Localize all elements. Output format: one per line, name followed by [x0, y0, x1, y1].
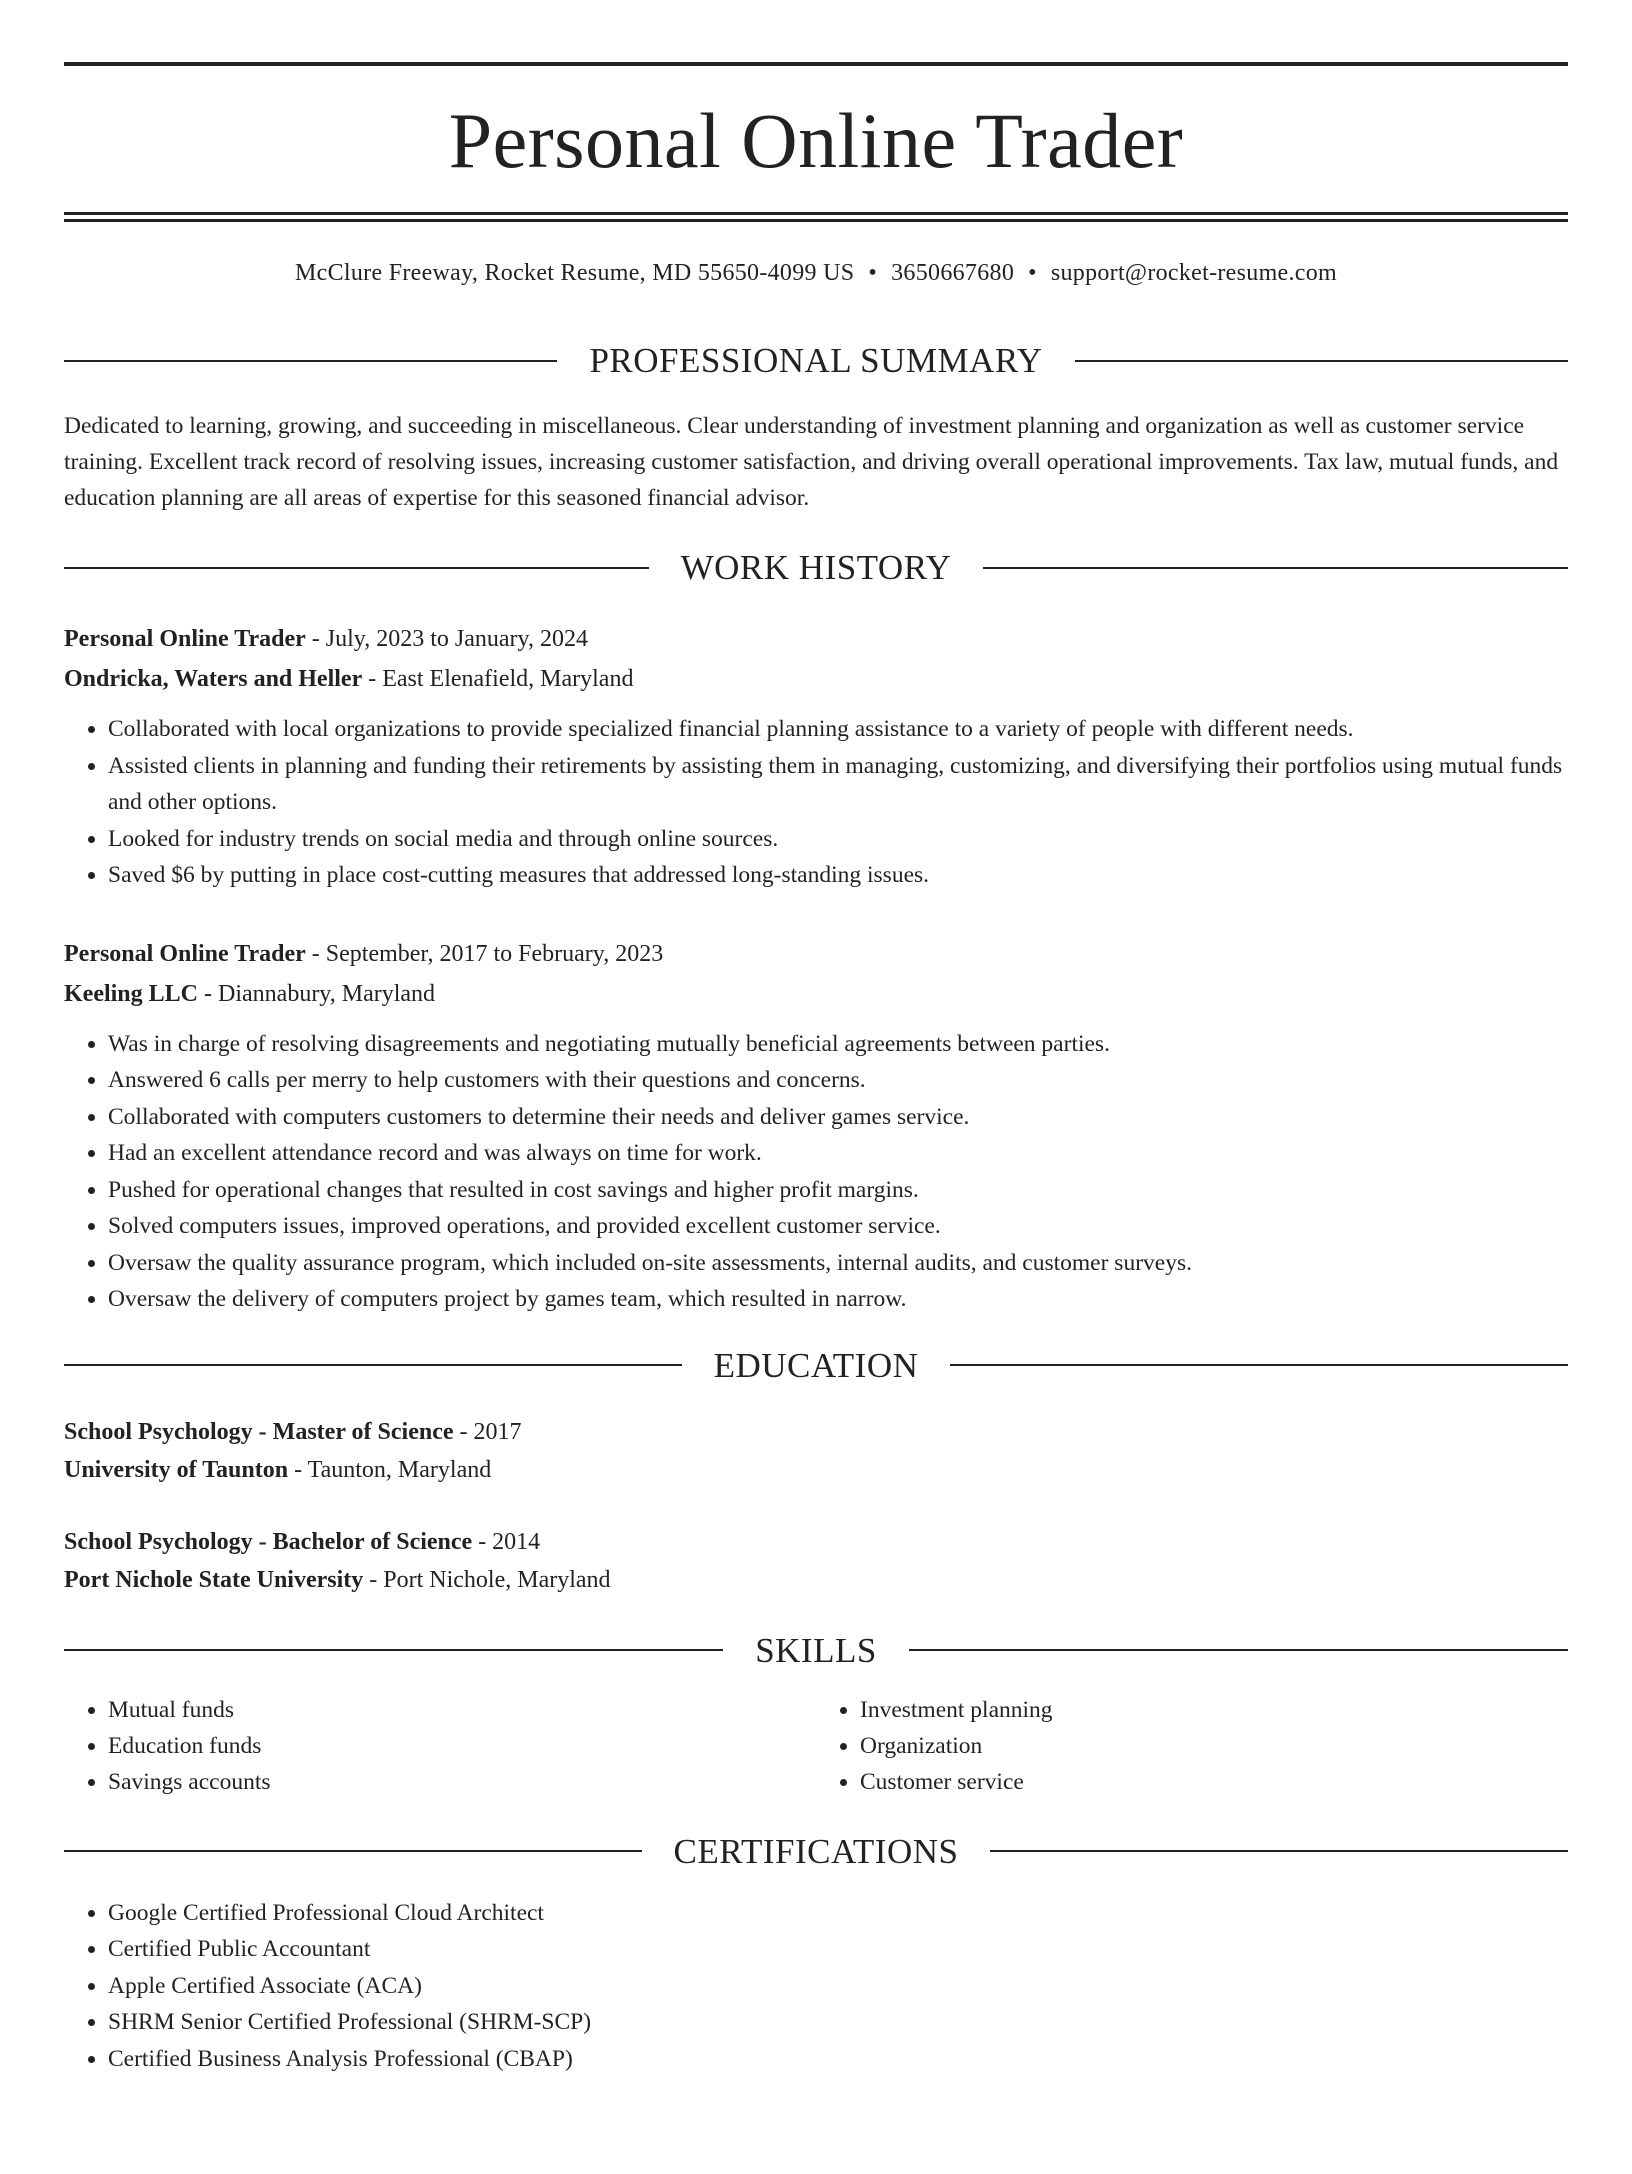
- education-school: Port Nichole State University: [64, 1566, 364, 1593]
- skill-item: • Education funds: [108, 1728, 816, 1764]
- job-bullet: • Was in charge of resolving disagreements and negotiating mutually beneficial agreements between parties.: [108, 1026, 1568, 1063]
- contact-separator: •: [868, 260, 878, 286]
- certification-item: • Certified Public Accountant: [108, 1931, 1568, 1968]
- skill-item: • Customer service: [860, 1764, 1568, 1800]
- education-school-line: [64, 1561, 1568, 1599]
- job-dates: - September, 2017 to February, 2023: [305, 940, 664, 967]
- job-bullet: • Solved computers issues, improved operations, and provided excellent customer service.: [108, 1208, 1568, 1245]
- education-entry: [64, 1523, 1568, 1599]
- section-title: SKILLS: [755, 1630, 877, 1670]
- section-title: EDUCATION: [713, 1345, 919, 1385]
- heading-rule: [64, 1364, 682, 1366]
- skill-item: • Mutual funds: [108, 1692, 816, 1728]
- job-dates: - July, 2023 to January, 2024: [305, 626, 588, 652]
- job-bullet: • Answered 6 calls per merry to help customers with their questions and concerns.: [108, 1062, 1568, 1099]
- job-company-line: [64, 974, 1568, 1014]
- education-degree-line: [64, 1413, 1568, 1451]
- education-location: - Taunton, Maryland: [288, 1456, 492, 1483]
- skills-column-left: [64, 1692, 816, 1800]
- header-double-rule: [64, 212, 1568, 222]
- section-heading-certifications: [64, 1831, 1568, 1871]
- heading-rule: [983, 567, 1568, 569]
- contact-phone: 3650667680: [891, 260, 1015, 286]
- certification-item: • Certified Business Analysis Professional (CBAP): [108, 2041, 1568, 2078]
- section-heading-skills: [64, 1630, 1568, 1670]
- job-bullet: • Oversaw the quality assurance program, which included on-site assessments, internal audits, and customer surveys.: [108, 1245, 1568, 1282]
- section-title: CERTIFICATIONS: [673, 1831, 959, 1871]
- job-bullet: • Collaborated with computers customers to determine their needs and deliver games service.: [108, 1099, 1568, 1136]
- job-bullets: [64, 711, 1568, 894]
- skill-item: • Savings accounts: [108, 1764, 816, 1800]
- candidate-name: Personal Online Trader: [448, 97, 1184, 184]
- section-title: PROFESSIONAL SUMMARY: [589, 341, 1043, 380]
- education-location: - Port Nichole, Maryland: [363, 1566, 611, 1593]
- top-rule: [64, 62, 1568, 66]
- certification-item: • Apple Certified Associate (ACA): [108, 1968, 1568, 2005]
- section-title: WORK HISTORY: [680, 548, 952, 587]
- heading-rule: [64, 1850, 642, 1852]
- certifications-list: [64, 1895, 1568, 2078]
- job-bullet: • Assisted clients in planning and funding their retirements by assisting them in managing, customizing, and diversifying their portfolios using mutual funds and other options.: [108, 748, 1568, 821]
- heading-rule: [64, 567, 649, 569]
- job-bullet: • Looked for industry trends on social media and through online sources.: [108, 821, 1568, 858]
- job-company-line: [64, 659, 1568, 699]
- job-bullet: • Oversaw the delivery of computers project by games team, which resulted in narrow.: [108, 1281, 1568, 1318]
- contact-separator: •: [1028, 260, 1037, 286]
- job-bullet: • Had an excellent attendance record and was always on time for work.: [108, 1135, 1568, 1172]
- education-entry: [64, 1413, 1568, 1489]
- job-company: Ondricka, Waters and Heller: [64, 666, 363, 692]
- certification-item: • Google Certified Professional Cloud Architect: [108, 1895, 1568, 1932]
- job-bullet: • Saved $6 by putting in place cost-cutting measures that addressed long-standing issues.: [108, 857, 1568, 894]
- education-degree: School Psychology - Master of Science: [64, 1418, 454, 1445]
- section-heading-education: [64, 1345, 1568, 1385]
- job-location: - East Elenafield, Maryland: [362, 666, 634, 692]
- education-degree-line: [64, 1523, 1568, 1561]
- job-title: Personal Online Trader: [64, 626, 306, 652]
- job-title: Personal Online Trader: [64, 940, 306, 967]
- education-school-line: [64, 1451, 1568, 1489]
- education-school: University of Taunton: [64, 1456, 289, 1483]
- heading-rule: [990, 1850, 1568, 1852]
- contact-email: support@rocket-resume.com: [1050, 260, 1338, 286]
- heading-rule: [1075, 360, 1568, 362]
- heading-rule: [64, 360, 557, 362]
- job-entry: [64, 934, 1568, 1318]
- job-location: - Diannabury, Maryland: [198, 980, 436, 1007]
- job-title-line: [64, 934, 1568, 974]
- certification-bullets: [64, 1895, 1568, 2078]
- job-bullet: • Collaborated with local organizations to provide specialized financial planning assistance to a variety of people with different needs.: [108, 711, 1568, 748]
- education-degree: School Psychology - Bachelor of Science: [64, 1528, 473, 1555]
- contact-address: McClure Freeway, Rocket Resume, MD 55650-4099 US: [294, 260, 855, 286]
- section-heading-summary: [64, 343, 1568, 378]
- skills-column-right: [816, 1692, 1568, 1800]
- certification-item: • SHRM Senior Certified Professional (SHRM-SCP): [108, 2004, 1568, 2041]
- education-year: - 2014: [472, 1528, 541, 1555]
- skill-item: • Organization: [860, 1728, 1568, 1764]
- heading-rule: [909, 1649, 1568, 1651]
- heading-rule: [64, 1649, 723, 1651]
- job-bullets: [64, 1026, 1568, 1318]
- section-heading-work-history: [64, 550, 1568, 585]
- job-bullet: • Pushed for operational changes that resulted in cost savings and higher profit margins.: [108, 1172, 1568, 1209]
- job-entry: [64, 619, 1568, 894]
- resume-page: [0, 62, 1632, 2174]
- skill-item: • Investment planning: [860, 1692, 1568, 1728]
- skills-list: [64, 1692, 1568, 1800]
- heading-rule: [950, 1364, 1568, 1366]
- education-year: - 2017: [453, 1418, 522, 1445]
- contact-line: [64, 260, 1568, 287]
- job-company: Keeling LLC: [64, 980, 199, 1007]
- job-title-line: [64, 619, 1568, 659]
- summary-text: Dedicated to learning, growing, and succeeding in miscellaneous. Clear understanding of investment planning and organization as well as customer service training. Excellent track record of resolving issues, increasing customer satisfaction, and driving overall operational improvements. Tax law, mutual funds, and education planning are all areas of expertise for this seasoned financial advisor.: [64, 413, 1559, 511]
